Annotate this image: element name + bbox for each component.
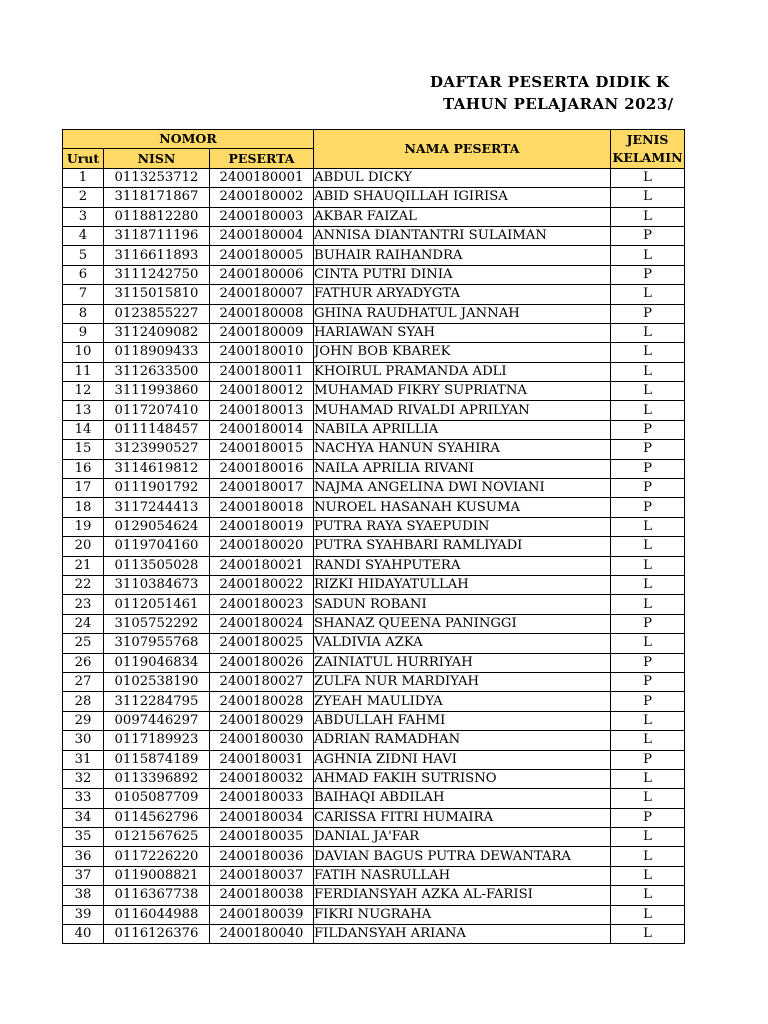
row-number-cell: 4 bbox=[63, 226, 104, 245]
participant-number-cell: 2400180015 bbox=[210, 440, 314, 459]
nisn-cell: 0115874189 bbox=[104, 750, 210, 769]
participant-number-cell: 2400180022 bbox=[210, 575, 314, 594]
gender-cell: P bbox=[611, 304, 685, 323]
nisn-cell: 0117189923 bbox=[104, 731, 210, 750]
participant-name-cell: FILDANSYAH ARIANA bbox=[314, 925, 611, 944]
participant-name-cell: PUTRA SYAHBARI RAMLIYADI bbox=[314, 537, 611, 556]
gender-cell: P bbox=[611, 440, 685, 459]
participant-name-cell: MUHAMAD RIVALDI APRILYAN bbox=[314, 401, 611, 420]
table-row bbox=[63, 575, 685, 594]
row-number-cell: 13 bbox=[63, 401, 104, 420]
nisn-cell: 3107955768 bbox=[104, 634, 210, 653]
row-number-cell: 16 bbox=[63, 459, 104, 478]
table-row bbox=[63, 731, 685, 750]
row-number-cell: 27 bbox=[63, 672, 104, 691]
table-row bbox=[63, 498, 685, 517]
table-row bbox=[63, 537, 685, 556]
row-number-cell: 24 bbox=[63, 614, 104, 633]
participant-number-cell: 2400180033 bbox=[210, 789, 314, 808]
table-row bbox=[63, 420, 685, 439]
gender-cell: P bbox=[611, 808, 685, 827]
table-row bbox=[63, 168, 685, 187]
table-body bbox=[63, 168, 685, 944]
gender-cell: L bbox=[611, 207, 685, 226]
table-row bbox=[63, 692, 685, 711]
participant-name-cell: AGHNIA ZIDNI HAVI bbox=[314, 750, 611, 769]
participant-number-cell: 2400180007 bbox=[210, 285, 314, 304]
gender-cell: L bbox=[611, 711, 685, 730]
row-number-cell: 7 bbox=[63, 285, 104, 304]
participant-name-cell: HARIAWAN SYAH bbox=[314, 323, 611, 342]
table-row bbox=[63, 343, 685, 362]
participant-number-cell: 2400180017 bbox=[210, 479, 314, 498]
table-row bbox=[63, 595, 685, 614]
participant-name-cell: NACHYA HANUN SYAHIRA bbox=[314, 440, 611, 459]
table-row bbox=[63, 517, 685, 536]
table-row bbox=[63, 265, 685, 284]
nisn-cell: 3114619812 bbox=[104, 459, 210, 478]
table-row bbox=[63, 285, 685, 304]
row-number-cell: 28 bbox=[63, 692, 104, 711]
header-jenis: JENIS bbox=[626, 131, 669, 147]
header-peserta: PESERTA bbox=[210, 149, 314, 168]
gender-cell: P bbox=[611, 498, 685, 517]
participant-number-cell: 2400180002 bbox=[210, 188, 314, 207]
table-row bbox=[63, 828, 685, 847]
participant-name-cell: NAILA APRILIA RIVANI bbox=[314, 459, 611, 478]
nisn-cell: 3111993860 bbox=[104, 382, 210, 401]
participant-name-cell: NUROEL HASANAH KUSUMA bbox=[314, 498, 611, 517]
row-number-cell: 12 bbox=[63, 382, 104, 401]
row-number-cell: 29 bbox=[63, 711, 104, 730]
table-row bbox=[63, 401, 685, 420]
nisn-cell: 0118909433 bbox=[104, 343, 210, 362]
participant-name-cell: RIZKI HIDAYATULLAH bbox=[314, 575, 611, 594]
participant-number-cell: 2400180030 bbox=[210, 731, 314, 750]
participant-number-cell: 2400180004 bbox=[210, 226, 314, 245]
participant-number-cell: 2400180026 bbox=[210, 653, 314, 672]
participant-number-cell: 2400180006 bbox=[210, 265, 314, 284]
table-row bbox=[63, 808, 685, 827]
table-row bbox=[63, 556, 685, 575]
nisn-cell: 3105752292 bbox=[104, 614, 210, 633]
nisn-cell: 0111148457 bbox=[104, 420, 210, 439]
participant-number-cell: 2400180003 bbox=[210, 207, 314, 226]
table-row bbox=[63, 905, 685, 924]
participant-name-cell: FATHUR ARYADYGTA bbox=[314, 285, 611, 304]
nisn-cell: 0129054624 bbox=[104, 517, 210, 536]
participant-number-cell: 2400180011 bbox=[210, 362, 314, 381]
nisn-cell: 0119008821 bbox=[104, 866, 210, 885]
participant-number-cell: 2400180035 bbox=[210, 828, 314, 847]
nisn-cell: 0112051461 bbox=[104, 595, 210, 614]
participant-name-cell: BAIHAQI ABDILAH bbox=[314, 789, 611, 808]
participant-number-cell: 2400180019 bbox=[210, 517, 314, 536]
participant-name-cell: FERDIANSYAH AZKA AL-FARISI bbox=[314, 886, 611, 905]
gender-cell: L bbox=[611, 285, 685, 304]
participant-name-cell: MUHAMAD FIKRY SUPRIATNA bbox=[314, 382, 611, 401]
nisn-cell: 0119704160 bbox=[104, 537, 210, 556]
row-number-cell: 15 bbox=[63, 440, 104, 459]
nisn-cell: 0116044988 bbox=[104, 905, 210, 924]
gender-cell: L bbox=[611, 382, 685, 401]
table-row bbox=[63, 226, 685, 245]
table-row bbox=[63, 750, 685, 769]
participant-name-cell: PUTRA RAYA SYAEPUDIN bbox=[314, 517, 611, 536]
row-number-cell: 5 bbox=[63, 246, 104, 265]
row-number-cell: 17 bbox=[63, 479, 104, 498]
nisn-cell: 0111901792 bbox=[104, 479, 210, 498]
row-number-cell: 25 bbox=[63, 634, 104, 653]
nisn-cell: 0119046834 bbox=[104, 653, 210, 672]
row-number-cell: 31 bbox=[63, 750, 104, 769]
nisn-cell: 3118711196 bbox=[104, 226, 210, 245]
gender-cell: L bbox=[611, 401, 685, 420]
participant-name-cell: ZYEAH MAULIDYA bbox=[314, 692, 611, 711]
gender-cell: L bbox=[611, 789, 685, 808]
participant-name-cell: SADUN ROBANI bbox=[314, 595, 611, 614]
gender-cell: L bbox=[611, 343, 685, 362]
gender-cell: P bbox=[611, 750, 685, 769]
row-number-cell: 22 bbox=[63, 575, 104, 594]
participant-name-cell: NABILA APRILLIA bbox=[314, 420, 611, 439]
gender-cell: L bbox=[611, 323, 685, 342]
nisn-cell: 0118812280 bbox=[104, 207, 210, 226]
participant-name-cell: ABID SHAUQILLAH IGIRISA bbox=[314, 188, 611, 207]
nisn-cell: 0117207410 bbox=[104, 401, 210, 420]
table-row bbox=[63, 188, 685, 207]
gender-cell: L bbox=[611, 634, 685, 653]
gender-cell: L bbox=[611, 362, 685, 381]
row-number-cell: 21 bbox=[63, 556, 104, 575]
nisn-cell: 0116126376 bbox=[104, 925, 210, 944]
table-row bbox=[63, 769, 685, 788]
table-row bbox=[63, 440, 685, 459]
table-row bbox=[63, 362, 685, 381]
participant-number-cell: 2400180001 bbox=[210, 168, 314, 187]
participant-number-cell: 2400180025 bbox=[210, 634, 314, 653]
document-subtitle: TAHUN PELAJARAN 2023/ bbox=[443, 95, 674, 113]
nisn-cell: 3112284795 bbox=[104, 692, 210, 711]
participant-name-cell: CINTA PUTRI DINIA bbox=[314, 265, 611, 284]
row-number-cell: 34 bbox=[63, 808, 104, 827]
nisn-cell: 3116611893 bbox=[104, 246, 210, 265]
row-number-cell: 1 bbox=[63, 168, 104, 187]
table-row bbox=[63, 925, 685, 944]
participant-name-cell: JOHN BOB KBAREK bbox=[314, 343, 611, 362]
gender-cell: P bbox=[611, 459, 685, 478]
table-row bbox=[63, 847, 685, 866]
document-title: DAFTAR PESERTA DIDIK K bbox=[430, 73, 670, 91]
table-row bbox=[63, 323, 685, 342]
gender-cell: L bbox=[611, 246, 685, 265]
table-row bbox=[63, 207, 685, 226]
participant-number-cell: 2400180023 bbox=[210, 595, 314, 614]
row-number-cell: 20 bbox=[63, 537, 104, 556]
gender-cell: P bbox=[611, 653, 685, 672]
participant-name-cell: GHINA RAUDHATUL JANNAH bbox=[314, 304, 611, 323]
nisn-cell: 3115015810 bbox=[104, 285, 210, 304]
nisn-cell: 3111242750 bbox=[104, 265, 210, 284]
gender-cell: L bbox=[611, 556, 685, 575]
participant-number-cell: 2400180028 bbox=[210, 692, 314, 711]
participant-name-cell: AKBAR FAIZAL bbox=[314, 207, 611, 226]
gender-cell: L bbox=[611, 886, 685, 905]
table-header bbox=[63, 130, 685, 169]
participant-number-cell: 2400180020 bbox=[210, 537, 314, 556]
row-number-cell: 18 bbox=[63, 498, 104, 517]
gender-cell: L bbox=[611, 866, 685, 885]
nisn-cell: 3112633500 bbox=[104, 362, 210, 381]
nisn-cell: 0113253712 bbox=[104, 168, 210, 187]
table-row bbox=[63, 634, 685, 653]
participant-number-cell: 2400180038 bbox=[210, 886, 314, 905]
participant-number-cell: 2400180029 bbox=[210, 711, 314, 730]
participant-number-cell: 2400180008 bbox=[210, 304, 314, 323]
participant-number-cell: 2400180014 bbox=[210, 420, 314, 439]
participant-name-cell: ZAINIATUL HURRIYAH bbox=[314, 653, 611, 672]
nisn-cell: 0117226220 bbox=[104, 847, 210, 866]
row-number-cell: 3 bbox=[63, 207, 104, 226]
row-number-cell: 40 bbox=[63, 925, 104, 944]
row-number-cell: 30 bbox=[63, 731, 104, 750]
participant-name-cell: ZULFA NUR MARDIYAH bbox=[314, 672, 611, 691]
participant-name-cell: SHANAZ QUEENA PANINGGI bbox=[314, 614, 611, 633]
participant-number-cell: 2400180010 bbox=[210, 343, 314, 362]
row-number-cell: 26 bbox=[63, 653, 104, 672]
participant-number-cell: 2400180005 bbox=[210, 246, 314, 265]
table-row bbox=[63, 614, 685, 633]
header-jenis-kelamin bbox=[611, 130, 685, 169]
participant-name-cell: ABDULLAH FAHMI bbox=[314, 711, 611, 730]
participant-name-cell: DAVIAN BAGUS PUTRA DEWANTARA bbox=[314, 847, 611, 866]
row-number-cell: 19 bbox=[63, 517, 104, 536]
nisn-cell: 0116367738 bbox=[104, 886, 210, 905]
participant-name-cell: CARISSA FITRI HUMAIRA bbox=[314, 808, 611, 827]
row-number-cell: 33 bbox=[63, 789, 104, 808]
participant-name-cell: FIKRI NUGRAHA bbox=[314, 905, 611, 924]
participant-number-cell: 2400180012 bbox=[210, 382, 314, 401]
row-number-cell: 23 bbox=[63, 595, 104, 614]
participant-number-cell: 2400180009 bbox=[210, 323, 314, 342]
nisn-cell: 0102538190 bbox=[104, 672, 210, 691]
table-row bbox=[63, 382, 685, 401]
gender-cell: P bbox=[611, 479, 685, 498]
table-row bbox=[63, 886, 685, 905]
header-kelamin: KELAMIN bbox=[612, 149, 683, 165]
gender-cell: L bbox=[611, 188, 685, 207]
gender-cell: L bbox=[611, 828, 685, 847]
participant-name-cell: ABDUL DICKY bbox=[314, 168, 611, 187]
table-row bbox=[63, 479, 685, 498]
row-number-cell: 8 bbox=[63, 304, 104, 323]
participant-name-cell: DANIAL JA'FAR bbox=[314, 828, 611, 847]
table-row bbox=[63, 653, 685, 672]
gender-cell: P bbox=[611, 226, 685, 245]
participant-name-cell: AHMAD FAKIH SUTRISNO bbox=[314, 769, 611, 788]
nisn-cell: 3112409082 bbox=[104, 323, 210, 342]
participant-number-cell: 2400180013 bbox=[210, 401, 314, 420]
header-nisn: NISN bbox=[104, 149, 210, 168]
row-number-cell: 6 bbox=[63, 265, 104, 284]
gender-cell: L bbox=[611, 731, 685, 750]
nisn-cell: 0123855227 bbox=[104, 304, 210, 323]
row-number-cell: 2 bbox=[63, 188, 104, 207]
row-number-cell: 14 bbox=[63, 420, 104, 439]
table-row bbox=[63, 672, 685, 691]
participant-number-cell: 2400180034 bbox=[210, 808, 314, 827]
gender-cell: P bbox=[611, 672, 685, 691]
participant-name-cell: KHOIRUL PRAMANDA ADLI bbox=[314, 362, 611, 381]
nisn-cell: 3117244413 bbox=[104, 498, 210, 517]
participant-number-cell: 2400180036 bbox=[210, 847, 314, 866]
participant-name-cell: ANNISA DIANTANTRI SULAIMAN bbox=[314, 226, 611, 245]
participant-name-cell: VALDIVIA AZKA bbox=[314, 634, 611, 653]
participant-name-cell: FATIH NASRULLAH bbox=[314, 866, 611, 885]
gender-cell: L bbox=[611, 905, 685, 924]
nisn-cell: 3123990527 bbox=[104, 440, 210, 459]
row-number-cell: 10 bbox=[63, 343, 104, 362]
table-row bbox=[63, 711, 685, 730]
participant-name-cell: BUHAIR RAIHANDRA bbox=[314, 246, 611, 265]
gender-cell: L bbox=[611, 575, 685, 594]
gender-cell: P bbox=[611, 614, 685, 633]
nisn-cell: 0097446297 bbox=[104, 711, 210, 730]
participant-number-cell: 2400180031 bbox=[210, 750, 314, 769]
participant-number-cell: 2400180027 bbox=[210, 672, 314, 691]
row-number-cell: 39 bbox=[63, 905, 104, 924]
participant-name-cell: RANDI SYAHPUTERA bbox=[314, 556, 611, 575]
gender-cell: P bbox=[611, 265, 685, 284]
participant-name-cell: ADRIAN RAMADHAN bbox=[314, 731, 611, 750]
header-nama-peserta: NAMA PESERTA bbox=[314, 130, 611, 169]
gender-cell: L bbox=[611, 517, 685, 536]
row-number-cell: 35 bbox=[63, 828, 104, 847]
nisn-cell: 0113396892 bbox=[104, 769, 210, 788]
participant-number-cell: 2400180018 bbox=[210, 498, 314, 517]
row-number-cell: 36 bbox=[63, 847, 104, 866]
gender-cell: L bbox=[611, 925, 685, 944]
table-row bbox=[63, 304, 685, 323]
table-row bbox=[63, 246, 685, 265]
row-number-cell: 37 bbox=[63, 866, 104, 885]
gender-cell: L bbox=[611, 168, 685, 187]
gender-cell: L bbox=[611, 595, 685, 614]
row-number-cell: 11 bbox=[63, 362, 104, 381]
row-number-cell: 32 bbox=[63, 769, 104, 788]
nisn-cell: 3118171867 bbox=[104, 188, 210, 207]
participant-number-cell: 2400180040 bbox=[210, 925, 314, 944]
participant-number-cell: 2400180032 bbox=[210, 769, 314, 788]
nisn-cell: 0114562796 bbox=[104, 808, 210, 827]
nisn-cell: 0121567625 bbox=[104, 828, 210, 847]
participant-number-cell: 2400180037 bbox=[210, 866, 314, 885]
gender-cell: P bbox=[611, 420, 685, 439]
row-number-cell: 9 bbox=[63, 323, 104, 342]
participant-number-cell: 2400180021 bbox=[210, 556, 314, 575]
table-row bbox=[63, 459, 685, 478]
nisn-cell: 0105087709 bbox=[104, 789, 210, 808]
gender-cell: L bbox=[611, 537, 685, 556]
table-row bbox=[63, 789, 685, 808]
gender-cell: L bbox=[611, 769, 685, 788]
table-row bbox=[63, 866, 685, 885]
nisn-cell: 3110384673 bbox=[104, 575, 210, 594]
gender-cell: P bbox=[611, 692, 685, 711]
participant-number-cell: 2400180024 bbox=[210, 614, 314, 633]
nisn-cell: 0113505028 bbox=[104, 556, 210, 575]
header-urut: Urut bbox=[63, 149, 104, 168]
participant-number-cell: 2400180016 bbox=[210, 459, 314, 478]
row-number-cell: 38 bbox=[63, 886, 104, 905]
participant-number-cell: 2400180039 bbox=[210, 905, 314, 924]
participant-name-cell: NAJMA ANGELINA DWI NOVIANI bbox=[314, 479, 611, 498]
student-roster-table bbox=[62, 129, 685, 944]
gender-cell: L bbox=[611, 847, 685, 866]
header-nomor: NOMOR bbox=[63, 130, 314, 149]
